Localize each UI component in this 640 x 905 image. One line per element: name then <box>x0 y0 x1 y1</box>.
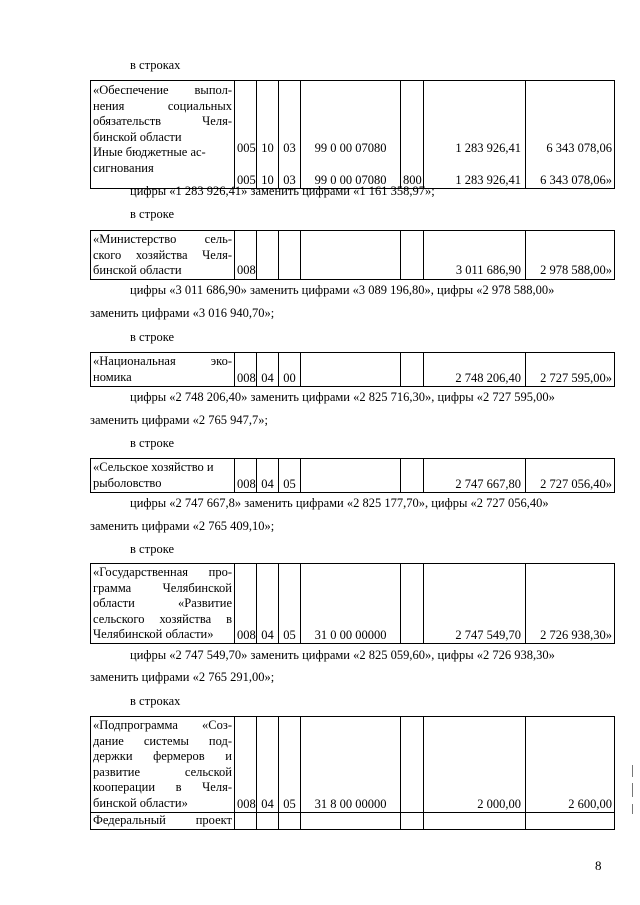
value-2-cell <box>526 813 615 830</box>
name-word: держки <box>93 749 133 763</box>
name-word: хозяйства <box>159 611 212 626</box>
name-line: бинской области <box>93 263 182 277</box>
budget-table <box>90 230 615 280</box>
name-line <box>93 114 232 130</box>
block-heading: в строке <box>130 542 175 556</box>
name-line <box>93 565 232 581</box>
name-word: обязательств <box>93 114 162 128</box>
name-word: хозяйства <box>135 247 188 262</box>
name-word: развитие <box>93 764 141 779</box>
csr-cell: 31 8 00 00000 <box>301 717 401 813</box>
rz-cell: 04 <box>257 459 279 493</box>
name-line: бинской области <box>93 129 182 144</box>
row-name-cell <box>91 459 235 493</box>
name-word: эко- <box>210 354 232 368</box>
vr-cell <box>401 813 424 830</box>
name-word: «Национальная <box>93 354 176 368</box>
name-line <box>93 596 232 612</box>
vr-cell <box>401 459 424 493</box>
row-name-cell <box>91 353 235 387</box>
name-word: в <box>226 611 232 626</box>
name-word: выпол- <box>194 83 232 97</box>
gr-cell: 008 <box>235 353 257 387</box>
value-2-cell: 2 727 595,00» <box>526 353 615 387</box>
pr-cell: 00 <box>279 353 301 387</box>
scan-mark <box>632 765 633 777</box>
gr-cell: 008 <box>235 459 257 493</box>
name-word: социальных <box>167 98 232 113</box>
name-word: «Государственная <box>93 565 189 579</box>
value-1-cell: 2 000,00 <box>424 717 526 813</box>
name-line <box>93 734 232 750</box>
gr-cell: 008 <box>235 231 257 280</box>
budget-table <box>90 80 615 189</box>
name-word: Челябинской <box>162 580 232 595</box>
block-heading: в строках <box>130 694 181 708</box>
name-word: дание <box>93 733 124 748</box>
name-word: Челя- <box>202 780 232 794</box>
name-word: под- <box>208 733 232 748</box>
instruction-line: цифры «1 283 926,41» заменить цифрами «1 161 358,97»; <box>130 184 435 198</box>
name-line: «Сельское хозяйство и <box>93 460 214 474</box>
vr-cell <box>401 717 424 813</box>
name-word: системы <box>143 733 189 748</box>
name-word: сельского <box>93 611 145 626</box>
rz-cell: 10 10 <box>257 81 279 189</box>
pr-cell: 05 <box>279 564 301 644</box>
gr-cell: 005 005 <box>235 81 257 189</box>
block-heading: в строках <box>130 58 181 72</box>
rz-cell <box>257 813 279 830</box>
instruction-line: цифры «3 011 686,90» заменить цифрами «3 089 196,80», цифры «2 978 588,00» <box>130 283 555 297</box>
csr-cell <box>301 813 401 830</box>
row-name-cell <box>91 81 235 189</box>
instruction-line: заменить цифрами «2 765 291,00»; <box>90 670 275 684</box>
name-line: рыболовство <box>93 475 162 490</box>
name-line <box>93 232 232 248</box>
budget-table <box>90 458 615 493</box>
rz-cell <box>257 231 279 280</box>
block-heading: в строке <box>130 207 175 221</box>
row-name-cell <box>91 813 235 830</box>
name-line <box>93 99 232 115</box>
name-word: «Обеспечение <box>93 83 169 97</box>
pr-cell <box>279 813 301 830</box>
value-1-cell: 2 748 206,40 <box>424 353 526 387</box>
instruction-line: заменить цифрами «2 765 947,7»; <box>90 413 268 427</box>
name-line <box>93 813 232 829</box>
budget-table <box>90 716 615 830</box>
page-number: 8 <box>595 858 602 873</box>
name-word: сельской <box>184 764 232 779</box>
name-word: «Развитие <box>178 596 232 610</box>
scan-mark <box>632 783 633 797</box>
name-line <box>93 765 232 781</box>
gr-cell <box>235 813 257 830</box>
gr-cell: 008 <box>235 717 257 813</box>
name-line <box>93 612 232 628</box>
name-word: сель- <box>204 232 232 246</box>
name-line <box>93 354 232 370</box>
name-line <box>93 83 232 99</box>
block-heading: в строке <box>130 436 175 450</box>
instruction-line: цифры «2 747 667,8» заменить цифрами «2 825 177,70», цифры «2 727 056,40» <box>130 496 549 510</box>
name-word: и <box>225 749 232 763</box>
name-line: номика <box>93 369 132 384</box>
value-1-cell: 1 283 926,41 1 283 926,41 <box>424 81 526 189</box>
rz-cell: 04 <box>257 717 279 813</box>
name-word: нения <box>93 98 125 113</box>
block-heading: в строке <box>130 330 175 344</box>
row-name-cell <box>91 231 235 280</box>
name-word: «Министерство <box>93 232 177 246</box>
budget-table <box>90 563 615 644</box>
vr-cell: 800 <box>401 81 424 189</box>
name-line <box>93 581 232 597</box>
instruction-line: заменить цифрами «3 016 940,70»; <box>90 306 275 320</box>
name-word: ского <box>93 247 122 262</box>
pr-cell <box>279 231 301 280</box>
vr-cell <box>401 231 424 280</box>
value-1-cell: 2 747 667,80 <box>424 459 526 493</box>
pr-cell: 03 03 <box>279 81 301 189</box>
name-line: сигнования <box>93 160 154 175</box>
name-word: проект <box>195 813 232 827</box>
value-2-cell: 6 343 078,06 6 343 078,06» <box>526 81 615 189</box>
value-1-cell: 3 011 686,90 <box>424 231 526 280</box>
name-word: в <box>175 780 182 794</box>
name-word: «Соз- <box>202 718 232 732</box>
name-line: Иные бюджетные ас- <box>93 145 206 159</box>
name-line <box>93 718 232 734</box>
vr-cell <box>401 353 424 387</box>
name-word: кооперации <box>93 780 156 794</box>
value-2-cell: 2 727 056,40» <box>526 459 615 493</box>
value-2-cell: 2 726 938,30» <box>526 564 615 644</box>
name-line: Челябинской области» <box>93 627 214 641</box>
csr-cell: 99 0 00 07080 99 0 00 07080 <box>301 81 401 189</box>
name-line <box>93 780 232 796</box>
csr-cell <box>301 353 401 387</box>
name-word: Челя- <box>202 247 232 262</box>
instruction-line: заменить цифрами «2 765 409,10»; <box>90 519 275 533</box>
name-word: области <box>93 596 135 610</box>
value-1-cell: 2 747 549,70 <box>424 564 526 644</box>
gr-cell: 008 <box>235 564 257 644</box>
rz-cell: 04 <box>257 564 279 644</box>
name-line: бинской области» <box>93 795 188 810</box>
name-line <box>93 248 232 264</box>
value-2-cell: 2 600,00 <box>526 717 615 813</box>
name-word: фермеров <box>153 749 205 763</box>
csr-cell <box>301 231 401 280</box>
name-word: грамма <box>93 580 132 595</box>
row-name-cell <box>91 717 235 813</box>
scan-mark <box>632 804 633 814</box>
row-name-cell <box>91 564 235 644</box>
value-2-cell: 2 978 588,00» <box>526 231 615 280</box>
name-word: Челя- <box>202 114 232 128</box>
vr-cell <box>401 564 424 644</box>
value-1-cell <box>424 813 526 830</box>
csr-cell: 31 0 00 00000 <box>301 564 401 644</box>
pr-cell: 05 <box>279 459 301 493</box>
name-word: про- <box>208 565 232 579</box>
instruction-line: цифры «2 748 206,40» заменить цифрами «2 825 716,30», цифры «2 727 595,00» <box>130 390 555 404</box>
name-line <box>93 749 232 765</box>
pr-cell: 05 <box>279 717 301 813</box>
rz-cell: 04 <box>257 353 279 387</box>
budget-table <box>90 352 615 387</box>
name-word: Федеральный <box>93 813 166 827</box>
name-word: «Подпрограмма <box>93 718 178 732</box>
instruction-line: цифры «2 747 549,70» заменить цифрами «2 825 059,60», цифры «2 726 938,30» <box>130 648 555 662</box>
csr-cell <box>301 459 401 493</box>
